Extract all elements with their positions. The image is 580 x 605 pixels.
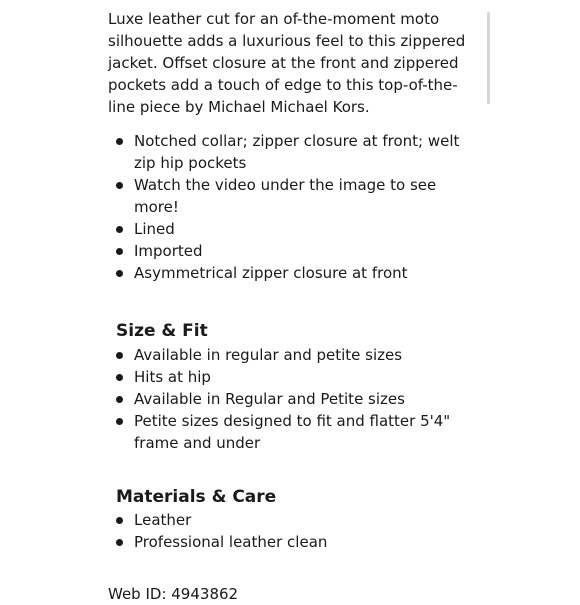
size-fit-heading: Size & Fit [116, 321, 208, 341]
bullet-icon [116, 138, 123, 145]
feature-list [108, 130, 480, 284]
materials-care-list [108, 509, 480, 553]
web-id: Web ID: 4943862 [108, 585, 239, 603]
product-details [108, 8, 480, 605]
list-item [108, 366, 480, 388]
bullet-icon [116, 517, 123, 524]
list-item-text: Available in regular and petite sizes [134, 346, 403, 364]
bullet-icon [116, 226, 123, 233]
bullet-icon [116, 418, 123, 425]
list-item [108, 344, 480, 366]
list-item [108, 218, 480, 240]
scrollbar[interactable] [487, 12, 490, 104]
list-item-text: Imported [134, 242, 203, 260]
list-item [108, 509, 480, 531]
list-item-text: Asymmetrical zipper closure at front [134, 264, 408, 282]
bullet-icon [116, 374, 123, 381]
list-item-text: Petite sizes designed to fit and flatter 5'4" frame and under [134, 412, 451, 452]
list-item [108, 130, 480, 174]
list-item [108, 531, 480, 553]
list-item [108, 388, 480, 410]
bullet-icon [116, 182, 123, 189]
bullet-icon [116, 396, 123, 403]
list-item-text: Watch the video under the image to see more! [134, 176, 437, 216]
list-item [108, 174, 480, 218]
materials-care-heading: Materials & Care [116, 487, 277, 507]
list-item-text: Notched collar; zipper closure at front; welt zip hip pockets [134, 132, 460, 172]
size-fit-list [108, 344, 480, 454]
bullet-icon [116, 352, 123, 359]
list-item [108, 240, 480, 262]
list-item-text: Lined [134, 220, 175, 238]
list-item [108, 262, 480, 284]
list-item-text: Leather [134, 511, 192, 529]
list-item-text: Professional leather clean [134, 533, 328, 551]
bullet-icon [116, 539, 123, 546]
product-description: Luxe leather cut for an of-the-moment moto silhouette adds a luxurious feel to this zippered jacket. Offset closure at the front and zippered pockets add a touch of edge to this top-of-the-line piece by Michael Michael Kors. [108, 10, 466, 116]
list-item-text: Hits at hip [134, 368, 211, 386]
list-item [108, 410, 480, 454]
bullet-icon [116, 270, 123, 277]
list-item-text: Available in Regular and Petite sizes [134, 390, 405, 408]
bullet-icon [116, 248, 123, 255]
